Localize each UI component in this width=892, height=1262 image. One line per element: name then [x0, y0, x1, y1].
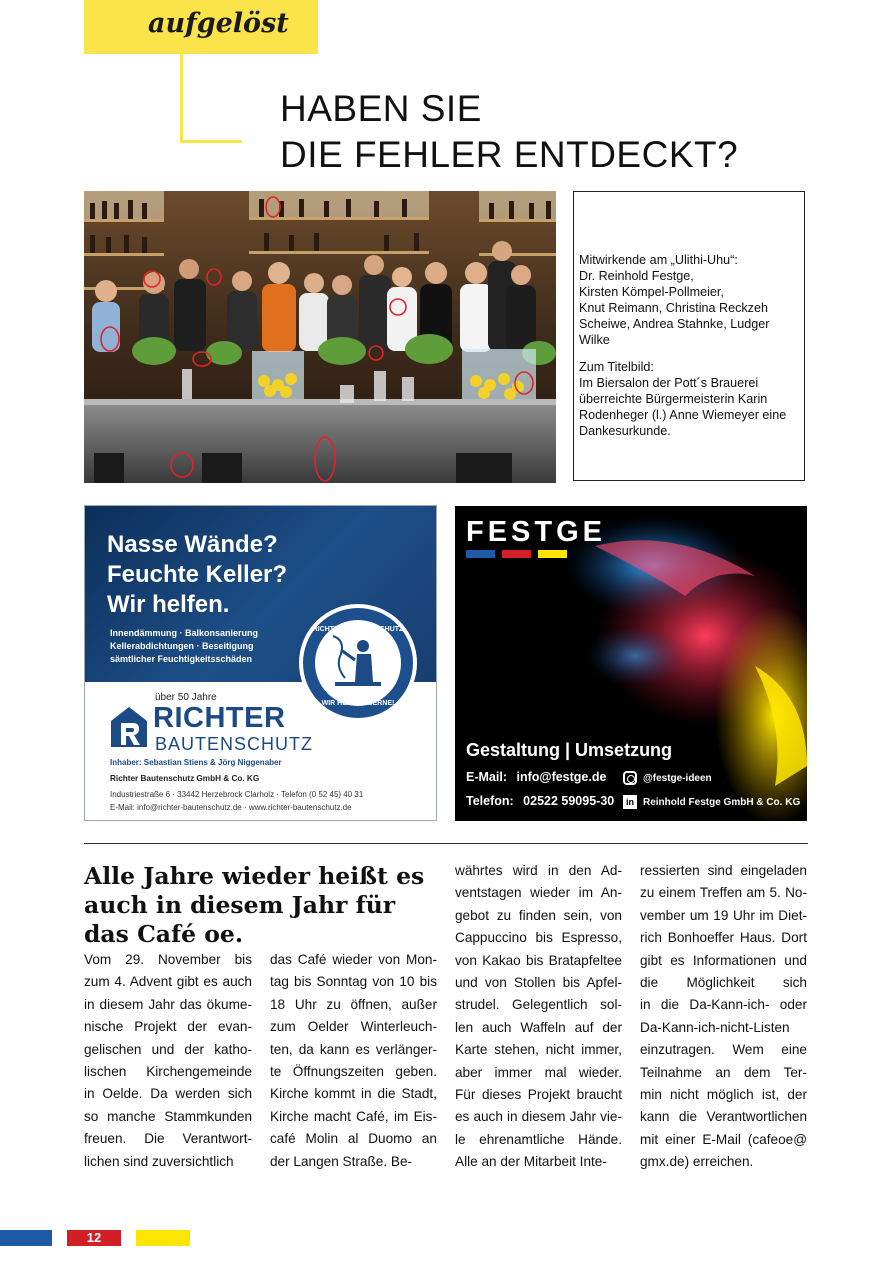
article-text-line: strudel. Gelegentlich sol-	[455, 997, 622, 1013]
page-title	[280, 86, 738, 178]
richter-service-line: Kellerabdichtungen · Beseitigung	[110, 641, 254, 651]
article-text-line: gebot zu finden sein, von	[455, 907, 622, 923]
linkedin-icon: in	[623, 795, 637, 809]
section-tag	[84, 0, 318, 54]
article-headline	[84, 862, 444, 949]
article-text-line: ventstagen wieder im An-	[455, 885, 622, 901]
photo-caption	[573, 191, 805, 481]
article-text-line: von Kakao bis Bratapfeltee	[455, 952, 622, 968]
richter-ad-services	[110, 627, 258, 666]
caption-cover-line: Rodenheger (l.) Anne Wiemeyer eine	[579, 408, 787, 422]
festge-phone[interactable]: 02522 59095-30	[523, 794, 615, 808]
richter-address: Industriestraße 6 · 33442 Herzebrock Clarholz · Telefon (0 52 45) 40 31	[110, 790, 364, 799]
page-title-line-1: HABEN SIE	[280, 88, 482, 129]
article-text-line: der Langen Straße. Be-	[270, 1153, 413, 1169]
festge-brand: FESTGE	[466, 516, 607, 548]
caption-cover-line: Dankesurkunde.	[579, 424, 671, 438]
richter-contact[interactable]: E-Mail: info@richter-bautenschutz.de · www.richter-bautenschutz.de	[110, 803, 352, 812]
richter-address-block	[110, 788, 363, 814]
richter-headline-line: Feuchte Keller?	[107, 561, 288, 588]
caption-cover-line: überreichte Bürgermeisterin Karin	[579, 392, 768, 406]
article-text-line: 18 Uhr zu öffnen, außer	[270, 996, 437, 1012]
caption-contributor-line: Scheiwe, Andrea Stahnke, Ludger Wilke	[579, 317, 770, 347]
festge-phone-row	[466, 794, 614, 808]
article-text-line: tag bis Sonntag von 10 bis	[270, 974, 437, 990]
article-text-line: Da-Kann-ich-nicht-Listen	[640, 1019, 790, 1035]
article-text-line: aber immer mal wieder.	[455, 1064, 622, 1080]
caption-cover-line: Im Biersalon der Pott´s Brauerei	[579, 376, 759, 390]
richter-advertisement[interactable]	[84, 505, 437, 821]
article-text-line: in die Da-Kann-ich- oder	[640, 997, 807, 1013]
article-text-line: die Möglichkeit sich	[640, 975, 807, 991]
article-text-line: vember um 19 Uhr im Diet-	[640, 907, 807, 923]
tag-connector-vertical	[180, 54, 183, 142]
richter-brand: RICHTER	[153, 702, 286, 734]
article-text-line: und von Stollen bis Apfel-	[455, 975, 622, 991]
article-column-4	[640, 860, 807, 1174]
caption-cover	[579, 359, 800, 439]
article-text-line: Teilnahme an dem Ter-	[640, 1064, 807, 1080]
richter-company: Richter Bautenschutz GmbH & Co. KG	[110, 774, 260, 783]
article-headline-line: Alle Jahre wieder heißt es	[84, 862, 425, 890]
article-text-line: lichen sind zuversichtlich	[84, 1153, 234, 1169]
caption-contributor-line: Kirsten Kömpel-Pollmeier,	[579, 285, 724, 299]
article-column-2	[270, 949, 437, 1173]
article-text-line: in diesem Jahr das ökume-	[84, 996, 252, 1012]
article-headline-line: das Café oe.	[84, 920, 244, 948]
article-text-line: das Café wieder von Mon-	[270, 952, 437, 967]
caption-contributors-label: Mitwirkende am „Ulithi-Uhu“:	[579, 253, 738, 267]
festge-bar-red	[502, 550, 531, 558]
article-text-line: café Molin al Duomo an	[270, 1131, 437, 1147]
festge-bar-blue	[466, 550, 495, 558]
richter-headline-line: Wir helfen.	[107, 591, 230, 618]
article-headline-line: auch in diesem Jahr für	[84, 891, 396, 919]
article-text-line: kann die Verantwortlichen	[640, 1109, 807, 1125]
richter-years: über 50 Jahre	[155, 692, 217, 703]
richter-headline-line: Nasse Wände?	[107, 531, 278, 558]
richter-badge-top-text: RICHTER BAUTENSCHUTZ	[312, 626, 404, 633]
article-text-line: währtes wird in den Ad-	[455, 863, 622, 878]
article-text-line: Kirche kommt in die Stadt,	[270, 1086, 437, 1102]
article-text-line: Kirche macht Café, im Eis-	[270, 1108, 437, 1124]
caption-contributors	[579, 252, 800, 348]
article-text-line: le ehrenamtliche Hände.	[455, 1131, 622, 1147]
article-column-1	[84, 949, 252, 1173]
article-text-line: min nicht möglich ist, der	[640, 1087, 807, 1103]
article-text-line: ten, da kann es verlänger-	[270, 1041, 437, 1057]
article-text-line: freuen. Die Verantwort-	[84, 1131, 252, 1147]
festge-bar-yellow	[538, 550, 567, 558]
richter-badge-bottom-text: WIR HELFEN GERNE!	[321, 700, 395, 707]
article-text-line: es auch in diesem Jahr vie-	[455, 1109, 622, 1125]
article-text-line: mit einer E-Mail (cafeoe@	[640, 1131, 807, 1147]
article-column-3	[455, 860, 622, 1174]
article-text-line: gelischen und der katho-	[84, 1041, 252, 1057]
house-logo-icon	[109, 705, 149, 749]
festge-advertisement[interactable]	[455, 506, 807, 821]
festge-email[interactable]: info@festge.de	[516, 770, 607, 784]
caption-contributor-line: Knut Reimann, Christina Reckzeh	[579, 301, 768, 315]
festge-instagram[interactable]: @festge-ideen	[643, 773, 712, 784]
article-text-line: nische Projekt der evan-	[84, 1019, 252, 1035]
section-tag-label: aufgelöst	[148, 8, 289, 39]
richter-owners: Inhaber: Sebastian Stiens & Jörg Niggenaber	[110, 758, 282, 767]
article-text-line: Für dieses Projekt braucht	[455, 1087, 622, 1103]
footer-bar-blue	[0, 1230, 52, 1246]
article-text-line: gmx.de) erreichen.	[640, 1154, 754, 1170]
article-text-line: Cappuccino bis Espresso,	[455, 930, 622, 946]
article-text-line: gibt es Informationen und	[640, 952, 807, 968]
page-number: 12	[86, 1230, 102, 1245]
tag-connector-horizontal	[180, 140, 242, 143]
footer-bar-yellow	[136, 1230, 190, 1246]
article-text-line: Alle an der Mitarbeit Inte-	[455, 1154, 607, 1170]
richter-service-line: sämtlicher Feuchtigkeitsschäden	[110, 654, 253, 664]
festge-email-row	[466, 770, 606, 784]
richter-badge-seal	[299, 604, 417, 722]
caption-contributor-line: Dr. Reinhold Festge,	[579, 269, 694, 283]
article-text-line: zum 4. Advent gibt es auch	[84, 974, 252, 990]
article-text-line: Karte stehen, nicht immer,	[455, 1042, 622, 1058]
festge-linkedin[interactable]: Reinhold Festge GmbH & Co. KG	[643, 797, 801, 808]
festge-slogan: Gestaltung | Umsetzung	[466, 740, 673, 760]
page-title-line-2: DIE FEHLER ENTDECKT?	[280, 134, 739, 175]
article-text-line: so manche Stammkunden	[84, 1108, 252, 1124]
article-text-line: len auch Waffeln auf der	[455, 1019, 622, 1035]
group-photo	[84, 191, 556, 483]
article-text-line: in Oelde. Da werden sich	[84, 1086, 252, 1102]
richter-ad-headline	[107, 530, 287, 620]
footer-bar-red	[67, 1230, 121, 1246]
richter-service-line: Innendämmung · Balkonsanierung	[110, 628, 259, 638]
article-text-line: lischen Kirchengemeinde	[84, 1064, 252, 1080]
section-divider	[84, 843, 808, 844]
instagram-icon	[623, 771, 637, 785]
richter-brand-sub: BAUTENSCHUTZ	[155, 734, 314, 754]
article-text-line: te Öffnungszeiten geben.	[270, 1064, 437, 1080]
article-text-line: einzutragen. Wem eine	[640, 1042, 807, 1058]
article-text-line: zum Oelder Winterleuch-	[270, 1019, 437, 1035]
caption-cover-label: Zum Titelbild:	[579, 360, 654, 374]
group-photo-illustration	[84, 191, 556, 483]
article-text-line: Vom 29. November bis	[84, 952, 252, 967]
article-text-line: ressierten sind eingeladen	[640, 863, 807, 878]
festge-phone-label: Telefon:	[466, 794, 514, 808]
article-text-line: rich Bonhoeffer Haus. Dort	[640, 930, 807, 946]
article-text-line: zu einem Treffen am 5. No-	[640, 885, 807, 901]
festge-email-label: E-Mail:	[466, 770, 507, 784]
